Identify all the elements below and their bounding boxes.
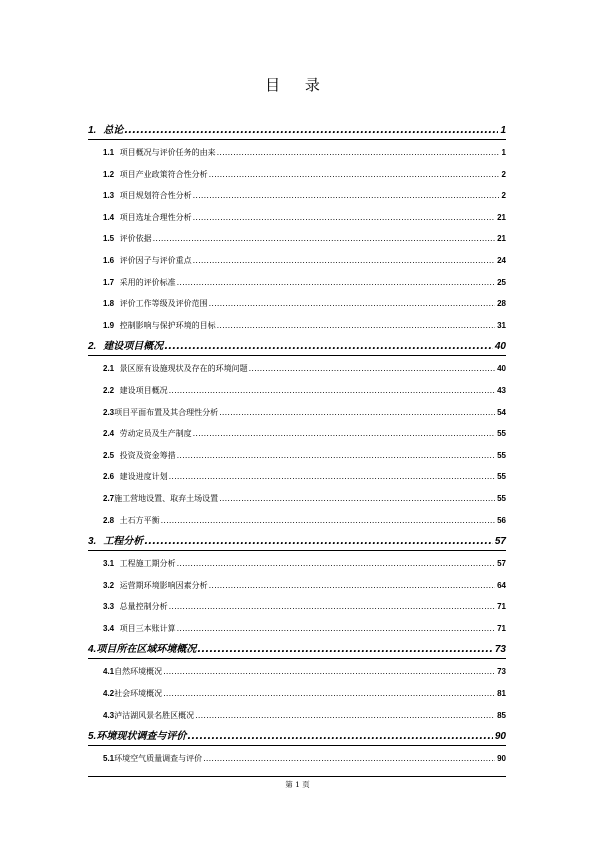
toc-entry-label: 控制影响与保护环境的目标 xyxy=(119,320,216,330)
toc-entry-label: 评价工作等级及评价范围 xyxy=(119,299,208,309)
toc-entry-number: 3.4 xyxy=(103,623,115,633)
toc-page-number: 55 xyxy=(497,429,506,439)
toc-dot-leader xyxy=(177,618,495,640)
toc-entry-label: 社会环境概况 xyxy=(114,689,163,699)
toc-page-number: 71 xyxy=(497,602,506,612)
toc-entry-label: 项目三本账计算 xyxy=(119,623,176,633)
toc-section-entry[interactable] xyxy=(88,315,506,337)
toc-entry-label: 环境现状调查与评价 xyxy=(96,731,187,743)
toc-section-entry[interactable] xyxy=(88,445,506,467)
toc-page-number: 40 xyxy=(494,341,506,353)
toc-page-number: 40 xyxy=(497,364,506,374)
toc-page-number: 1 xyxy=(501,148,506,157)
toc-page-number: 73 xyxy=(497,667,506,677)
toc-entry-label: 建设进度计划 xyxy=(119,472,168,482)
toc-dot-leader xyxy=(169,596,495,618)
toc-entry-label: 景区原有设施现状及存在的环境问题 xyxy=(119,364,248,374)
toc-dot-leader xyxy=(163,683,495,705)
toc-section-entry[interactable] xyxy=(88,748,506,770)
toc-section-entry[interactable] xyxy=(88,575,506,597)
toc-entry-label: 评价因子与评价重点 xyxy=(119,255,192,265)
toc-dot-leader xyxy=(219,488,495,510)
toc-dot-leader xyxy=(163,661,495,683)
toc-chapter-entry[interactable] xyxy=(88,531,506,553)
toc-entry-label: 采用的评价标准 xyxy=(119,277,176,287)
toc-page-number: 28 xyxy=(497,299,506,309)
table-of-contents xyxy=(88,120,506,770)
toc-dot-leader xyxy=(177,272,495,294)
toc-entry-label: 工程分析 xyxy=(103,536,144,548)
toc-entry-label: 自然环境概况 xyxy=(114,667,163,677)
toc-entry-number: 5.1 xyxy=(103,754,115,764)
toc-entry-label: 运营期环境影响因素分析 xyxy=(119,580,208,590)
toc-page-number: 81 xyxy=(497,689,506,699)
toc-page-number: 2 xyxy=(501,169,506,179)
toc-section-entry[interactable] xyxy=(88,164,506,186)
toc-entry-number: 2. xyxy=(88,341,97,353)
toc-section-entry[interactable] xyxy=(88,380,506,402)
toc-entry-number: 1. xyxy=(88,125,97,136)
toc-entry-number: 2.7 xyxy=(103,493,115,503)
toc-entry-label: 总量控制分析 xyxy=(119,602,168,612)
toc-entry-number: 1.2 xyxy=(103,169,115,179)
toc-entry-number: 1.9 xyxy=(103,320,115,330)
toc-entry-label: 建设项目概况 xyxy=(119,385,168,395)
toc-entry-number: 1.1 xyxy=(103,148,115,157)
toc-section-entry[interactable] xyxy=(88,250,506,272)
toc-page-number: 54 xyxy=(497,407,506,417)
toc-entry-label: 项目概况与评价任务的由来 xyxy=(119,148,216,157)
toc-entry-number: 1.6 xyxy=(103,255,115,265)
toc-page-number: 64 xyxy=(497,580,506,590)
toc-section-entry[interactable] xyxy=(88,142,506,164)
toc-dot-leader xyxy=(169,466,495,488)
toc-chapter-entry[interactable] xyxy=(88,336,506,358)
toc-dot-leader xyxy=(209,575,495,597)
toc-entry-number: 1.3 xyxy=(103,191,115,201)
toc-entry-label: 环境空气质量调查与评价 xyxy=(114,754,203,764)
toc-entry-label: 建设项目概况 xyxy=(103,341,164,353)
toc-entry-number: 3.3 xyxy=(103,602,115,612)
toc-section-entry[interactable] xyxy=(88,207,506,229)
toc-entry-label: 评价依据 xyxy=(119,234,152,244)
toc-dot-leader xyxy=(187,726,493,748)
toc-dot-leader xyxy=(217,142,500,164)
toc-section-entry[interactable] xyxy=(88,423,506,445)
toc-dot-leader xyxy=(153,228,495,250)
toc-entry-number: 3. xyxy=(88,536,97,548)
toc-section-entry[interactable] xyxy=(88,272,506,294)
toc-entry-number: 2.5 xyxy=(103,450,115,460)
toc-page-number: 25 xyxy=(497,277,506,287)
toc-entry-number: 1.5 xyxy=(103,234,115,244)
toc-section-entry[interactable] xyxy=(88,402,506,424)
toc-entry-label: 投资及资金筹措 xyxy=(119,450,176,460)
page-title: 目 录 xyxy=(265,76,330,94)
toc-page-number: 24 xyxy=(497,255,506,265)
toc-dot-leader xyxy=(217,315,495,337)
toc-section-entry[interactable] xyxy=(88,488,506,510)
toc-entry-number: 2.6 xyxy=(103,472,115,482)
toc-dot-leader xyxy=(209,164,500,186)
toc-section-entry[interactable] xyxy=(88,553,506,575)
toc-page-number: 31 xyxy=(497,320,506,330)
toc-entry-number: 4.3 xyxy=(103,710,115,720)
toc-entry-number: 1.4 xyxy=(103,212,115,222)
toc-section-entry[interactable] xyxy=(88,466,506,488)
toc-dot-leader xyxy=(195,705,495,727)
toc-dot-leader xyxy=(169,380,495,402)
toc-chapter-entry[interactable] xyxy=(88,639,506,661)
toc-dot-leader xyxy=(177,553,495,575)
toc-page-number: 57 xyxy=(497,559,506,569)
toc-entry-label: 施工营地设置、取弃土场设置 xyxy=(114,493,219,503)
toc-page-number: 71 xyxy=(497,623,506,633)
toc-entry-label: 泸沽湖风景名胜区概况 xyxy=(114,710,195,720)
toc-entry-number: 3.1 xyxy=(103,559,115,569)
toc-page-number: 90 xyxy=(494,731,506,743)
page-footer: 第 1 页 xyxy=(285,780,310,789)
toc-dot-leader xyxy=(193,423,495,445)
toc-entry-number: 4.2 xyxy=(103,689,115,699)
toc-entry-number: 1.8 xyxy=(103,299,115,309)
footer-divider xyxy=(88,776,506,777)
toc-page-number: 21 xyxy=(497,212,506,222)
toc-dot-leader xyxy=(144,531,493,553)
toc-page-number: 55 xyxy=(497,472,506,482)
toc-dot-leader xyxy=(193,185,500,207)
toc-entry-label: 项目规划符合性分析 xyxy=(119,191,192,201)
toc-page-number: 2 xyxy=(501,191,506,201)
toc-section-entry[interactable] xyxy=(88,228,506,250)
toc-entry-number: 2.2 xyxy=(103,385,115,395)
toc-entry-number: 4.1 xyxy=(103,667,115,677)
toc-chapter-entry[interactable] xyxy=(88,726,506,748)
toc-section-entry[interactable] xyxy=(88,293,506,315)
toc-entry-number: 2.8 xyxy=(103,515,115,525)
toc-entry-number: 4. xyxy=(88,644,97,656)
toc-entry-label: 项目所在区域环境概况 xyxy=(96,644,197,656)
toc-dot-leader xyxy=(193,250,495,272)
toc-page-number: 85 xyxy=(497,710,506,720)
toc-page-number: 1 xyxy=(500,125,506,136)
toc-page-number: 55 xyxy=(497,493,506,503)
toc-entry-number: 2.3 xyxy=(103,407,115,417)
toc-dot-leader xyxy=(197,639,493,661)
toc-entry-label: 总论 xyxy=(103,125,124,136)
toc-entry-label: 项目平面布置及其合理性分析 xyxy=(114,407,219,417)
toc-dot-leader xyxy=(249,358,495,380)
toc-dot-leader xyxy=(203,748,495,770)
toc-dot-leader xyxy=(177,445,495,467)
toc-entry-number: 5. xyxy=(88,731,97,743)
toc-dot-leader xyxy=(124,120,498,142)
toc-page-number: 55 xyxy=(497,450,506,460)
toc-page-number: 57 xyxy=(494,536,506,548)
toc-dot-leader xyxy=(219,402,495,424)
toc-section-entry[interactable] xyxy=(88,618,506,640)
toc-entry-label: 项目选址合理性分析 xyxy=(119,212,192,222)
toc-section-entry[interactable] xyxy=(88,358,506,380)
toc-dot-leader xyxy=(161,510,495,532)
toc-dot-leader xyxy=(209,293,495,315)
toc-entry-label: 土石方平衡 xyxy=(119,515,160,525)
toc-entry-label: 工程施工期分析 xyxy=(119,559,176,569)
toc-page-number: 73 xyxy=(494,644,506,656)
toc-page-number: 56 xyxy=(497,515,506,525)
toc-page-number: 43 xyxy=(497,385,506,395)
toc-section-entry[interactable] xyxy=(88,705,506,727)
toc-entry-label: 项目产业政策符合性分析 xyxy=(119,169,208,179)
toc-section-entry[interactable] xyxy=(88,683,506,705)
toc-page-number: 21 xyxy=(497,234,506,244)
toc-page-number: 90 xyxy=(497,754,506,764)
toc-dot-leader xyxy=(164,336,493,358)
toc-chapter-entry[interactable] xyxy=(88,120,506,142)
toc-section-entry[interactable] xyxy=(88,661,506,683)
toc-section-entry[interactable] xyxy=(88,510,506,532)
toc-entry-number: 1.7 xyxy=(103,277,115,287)
toc-section-entry[interactable] xyxy=(88,185,506,207)
toc-entry-label: 劳动定员及生产制度 xyxy=(119,429,192,439)
toc-entry-number: 2.4 xyxy=(103,429,115,439)
toc-entry-number: 2.1 xyxy=(103,364,115,374)
toc-section-entry[interactable] xyxy=(88,596,506,618)
toc-entry-number: 3.2 xyxy=(103,580,115,590)
toc-dot-leader xyxy=(193,207,495,229)
